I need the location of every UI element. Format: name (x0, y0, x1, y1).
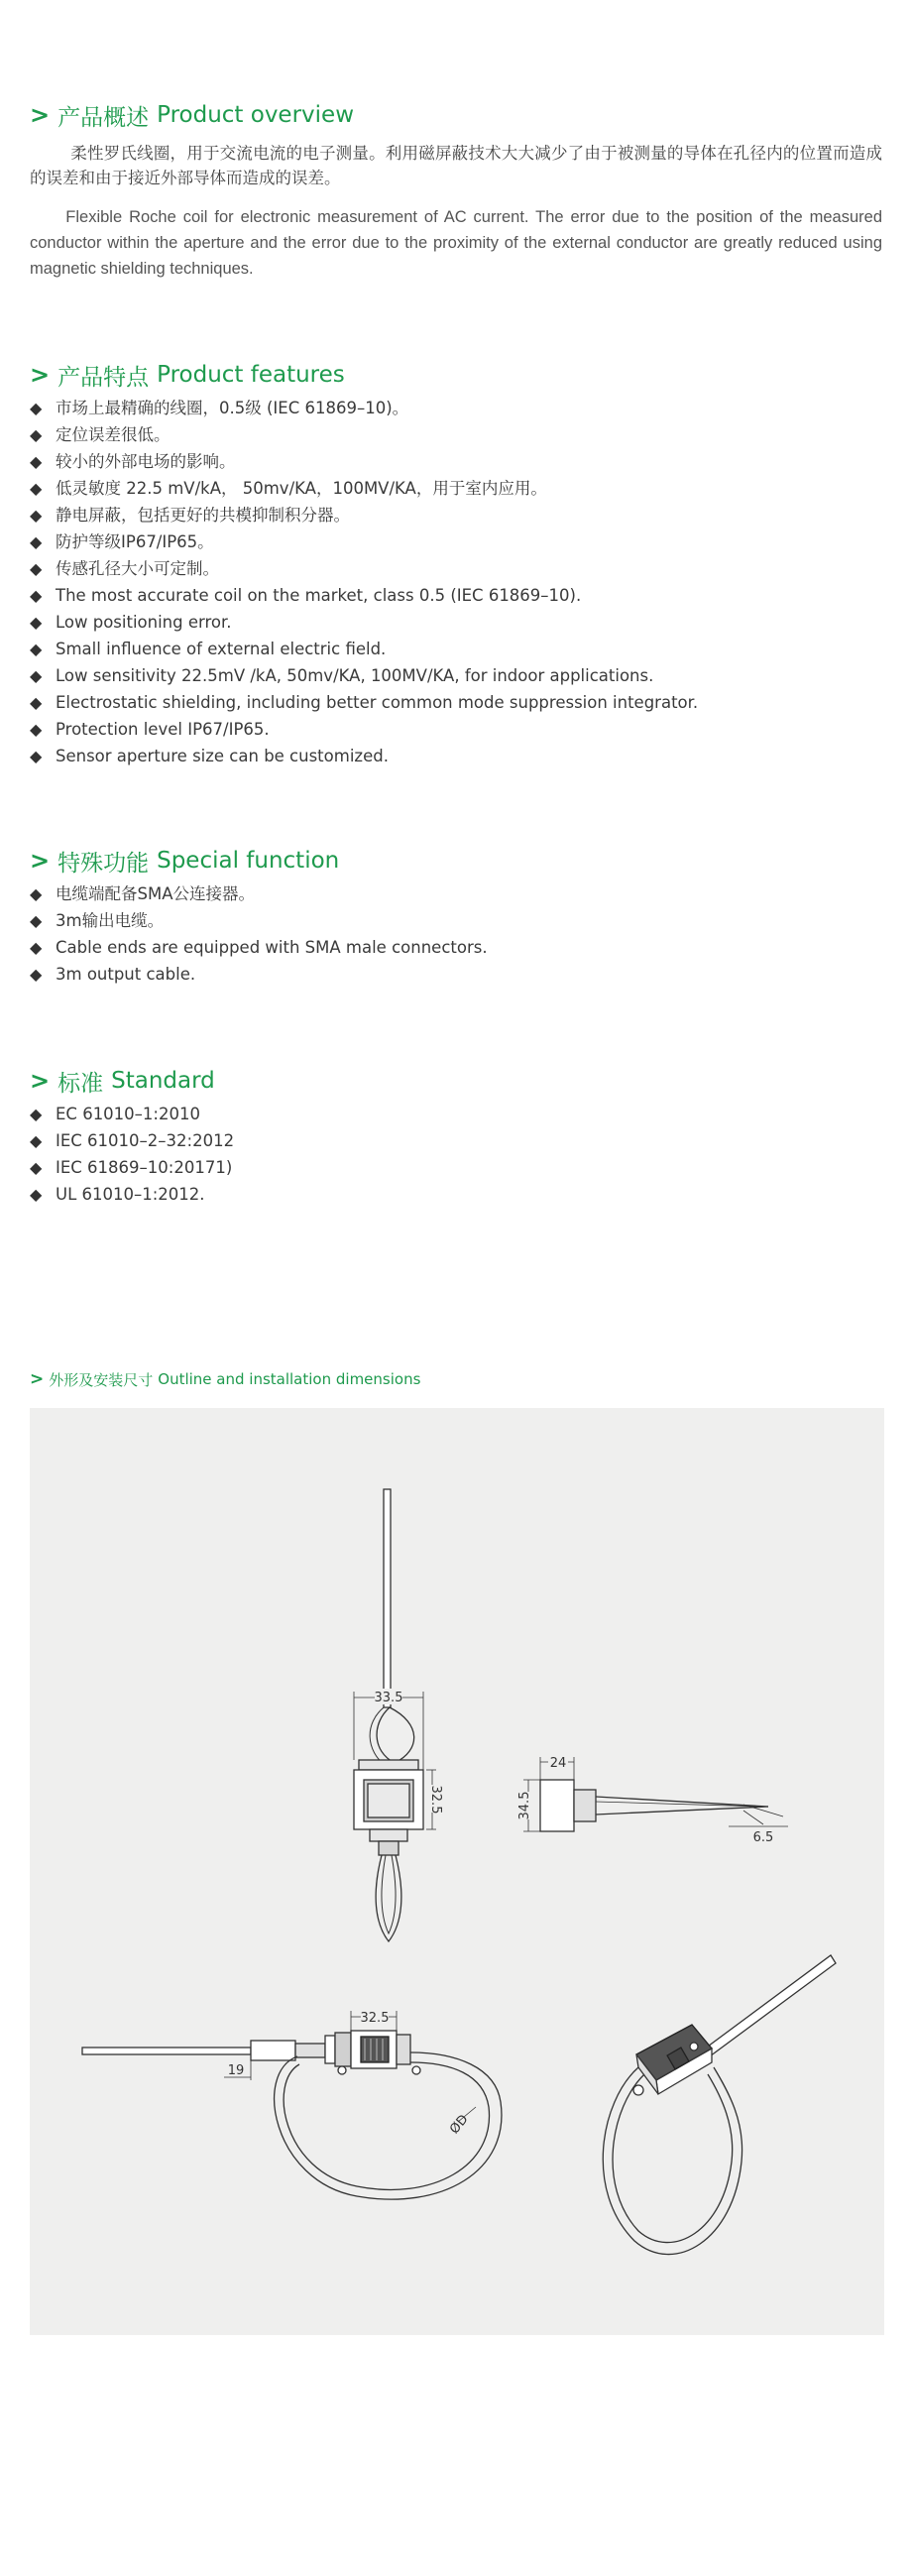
diamond-bullet-icon: ◆ (30, 506, 43, 525)
list-item: ◆ 市场上最精确的线圈，0.5级 (IEC 61869–10)。 (30, 395, 882, 421)
features-heading-cn: 产品特点 (57, 364, 150, 391)
diamond-bullet-icon: ◆ (30, 559, 43, 578)
list-item: ◆ 传感孔径大小可定制。 (30, 555, 882, 582)
features-heading-en: Product features (157, 362, 345, 388)
diamond-bullet-icon: ◆ (30, 720, 43, 739)
dim-label-front-width: 33.5 (374, 1691, 403, 1705)
diamond-bullet-icon: ◆ (30, 1185, 43, 1204)
standard-heading (30, 1065, 882, 1097)
features-heading (30, 359, 882, 391)
dim-label-front-height: 32.5 (428, 1785, 443, 1815)
diamond-bullet-icon: ◆ (30, 666, 43, 685)
standard-section (30, 1065, 882, 1208)
diamond-bullet-icon: ◆ (30, 965, 43, 984)
diamond-bullet-icon: ◆ (30, 938, 43, 957)
arrow-icon: > (30, 847, 51, 875)
list-item: ◆ Low positioning error. (30, 609, 882, 636)
list-item: ◆ Protection level IP67/IP65. (30, 716, 882, 743)
arrow-icon: > (30, 361, 51, 389)
list-item: ◆ IEC 61010–2–32:2012 (30, 1127, 882, 1154)
dim-label-side-height: 34.5 (517, 1791, 532, 1820)
dim-label-cable-dia: 6.5 (752, 1830, 774, 1845)
list-item: ◆ 3m output cable. (30, 961, 882, 988)
list-item: ◆ The most accurate coil on the market, class 0.5 (IEC 61869–10). (30, 582, 882, 609)
list-item: ◆ 静电屏蔽，包括更好的共模抑制积分器。 (30, 502, 882, 528)
list-item: ◆ Low sensitivity 22.5mV /kA, 50mv/KA, 100MV/KA, for indoor applications. (30, 662, 882, 689)
overview-text-en: Flexible Roche coil for electronic measurement of AC current. The error due to the position of the measured conductor within the aperture and the error due to the proximity of the external conductor are greatly reduced using magnetic shielding techniques. (30, 208, 882, 278)
dimensions-heading-en: Outline and installation dimensions (158, 1370, 421, 1388)
standard-list (30, 1101, 882, 1208)
dimensions-heading (30, 1368, 882, 1390)
arrow-icon: > (30, 1369, 45, 1389)
overview-section (30, 99, 882, 282)
list-item: ◆ IEC 61869–10:20171) (30, 1154, 882, 1181)
diamond-bullet-icon: ◆ (30, 911, 43, 930)
arrow-icon: > (30, 101, 51, 129)
list-item: ◆ Cable ends are equipped with SMA male connectors. (30, 934, 882, 961)
standard-heading-en: Standard (111, 1068, 215, 1094)
list-item: ◆ 3m输出电缆。 (30, 907, 882, 934)
isometric-view (603, 1955, 836, 2255)
special-section (30, 845, 882, 988)
list-item: ◆ 防护等级IP67/IP65。 (30, 528, 882, 555)
overview-heading-cn: 产品概述 (57, 104, 150, 131)
diamond-bullet-icon: ◆ (30, 884, 43, 903)
standard-heading-cn: 标准 (57, 1070, 104, 1097)
dimensions-heading-cn: 外形及安装尺寸 (49, 1370, 154, 1389)
diamond-bullet-icon: ◆ (30, 586, 43, 605)
list-item: ◆ EC 61010–1:2010 (30, 1101, 882, 1127)
list-item: ◆ Small influence of external electric field. (30, 636, 882, 662)
diamond-bullet-icon: ◆ (30, 1105, 43, 1123)
dimension-drawing (30, 1408, 884, 2335)
list-item: ◆ 较小的外部电场的影响。 (30, 448, 882, 475)
special-heading (30, 845, 882, 877)
special-list (30, 880, 882, 988)
dim-label-diameter: ØD (447, 2112, 472, 2138)
dim-label-bottom-offset: 19 (227, 2063, 245, 2078)
diamond-bullet-icon: ◆ (30, 479, 43, 498)
overview-heading (30, 99, 882, 131)
front-view (354, 1489, 440, 1941)
list-item: ◆ Electrostatic shielding, including better common mode suppression integrator. (30, 689, 882, 716)
arrow-icon: > (30, 1067, 51, 1095)
diamond-bullet-icon: ◆ (30, 693, 43, 712)
dimensions-section (30, 1368, 882, 1390)
diamond-bullet-icon: ◆ (30, 399, 43, 417)
dim-label-bottom-width: 32.5 (360, 2011, 390, 2026)
diamond-bullet-icon: ◆ (30, 1158, 43, 1177)
dim-label-side-width: 24 (549, 1756, 567, 1771)
features-section (30, 359, 882, 769)
list-item: ◆ 定位误差很低。 (30, 421, 882, 448)
diamond-bullet-icon: ◆ (30, 1131, 43, 1150)
dimension-drawing-panel (30, 1408, 884, 2335)
diamond-bullet-icon: ◆ (30, 640, 43, 658)
bottom-left-view (82, 2009, 502, 2199)
diamond-bullet-icon: ◆ (30, 747, 43, 765)
special-heading-cn: 特殊功能 (57, 850, 150, 877)
special-heading-en: Special function (157, 848, 340, 874)
diamond-bullet-icon: ◆ (30, 452, 43, 471)
overview-text-cn: 柔性罗氏线圈，用于交流电流的电子测量。利用磁屏蔽技术大大减少了由于被测量的导体在孔径内的位置而造成的误差和由于接近外部导体而造成的误差。 (30, 144, 882, 187)
diamond-bullet-icon: ◆ (30, 425, 43, 444)
features-list (30, 395, 882, 769)
list-item: ◆ Sensor aperture size can be customized. (30, 743, 882, 769)
list-item: ◆ 低灵敏度 22.5 mV/kA， 50mv/KA，100MV/KA，用于室内应用。 (30, 475, 882, 502)
diamond-bullet-icon: ◆ (30, 613, 43, 632)
overview-heading-en: Product overview (157, 102, 355, 128)
list-item: ◆ UL 61010–1:2012. (30, 1181, 882, 1208)
list-item: ◆ 电缆端配备SMA公连接器。 (30, 880, 882, 907)
diamond-bullet-icon: ◆ (30, 532, 43, 551)
